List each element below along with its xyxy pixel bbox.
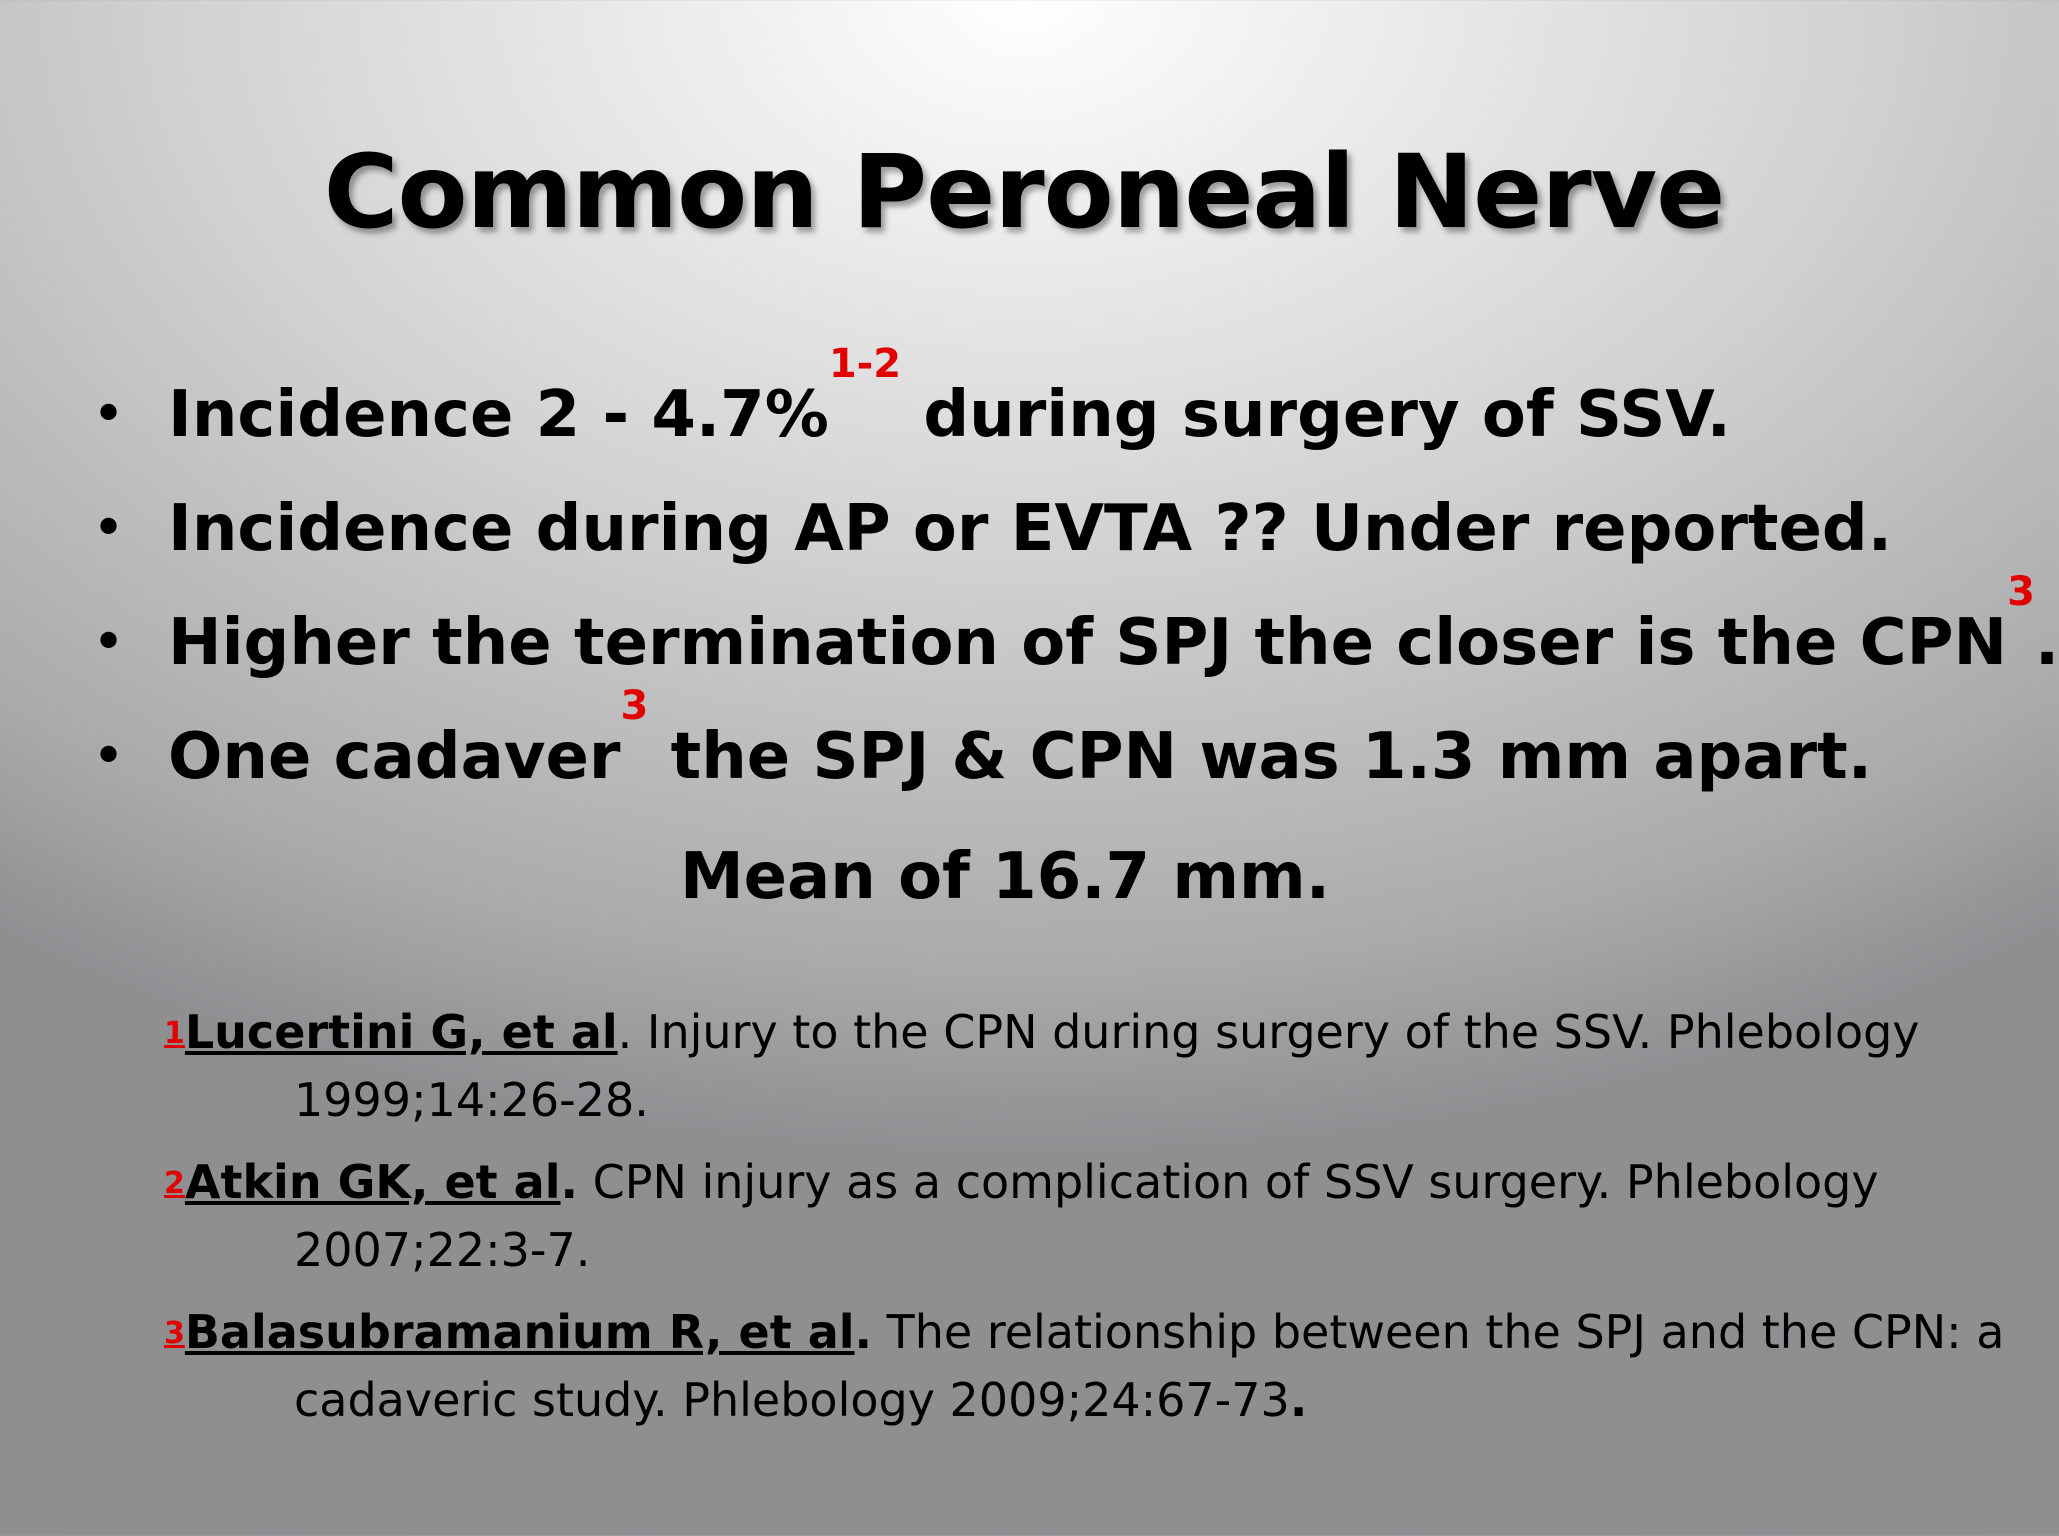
bullet-text-tail: .: [2034, 606, 2059, 680]
bullet-marker: •: [92, 610, 126, 675]
reference-text: CPN injury as a complication of SSV surgery. Phlebology 2007;22:3-7.: [294, 1155, 1879, 1277]
reference-end-period: .: [1289, 1373, 1308, 1427]
reference-item: [164, 1298, 2024, 1434]
reference-list: [164, 998, 2024, 1448]
reference-separator: .: [560, 1155, 578, 1209]
reference-separator: .: [617, 1005, 633, 1059]
bullet-text: Incidence 2 - 4.7%: [168, 378, 829, 452]
reference-text: Injury to the CPN during surgery of the SSV. Phlebology 1999;14:26-28.: [294, 1005, 1920, 1127]
reference-item: [164, 1148, 2024, 1284]
slide-title: Common Peroneal Nerve: [323, 133, 1725, 252]
reference-separator: .: [854, 1305, 873, 1359]
bullet-text: Higher the termination of SPJ the closer is the CPN: [168, 606, 2008, 680]
citation-marker: 3: [2007, 569, 2035, 615]
bullet-marker: •: [92, 382, 126, 447]
bullet-text-tail: during surgery of SSV.: [901, 378, 1731, 452]
bullet-list: [88, 341, 2059, 814]
bullet-marker: •: [92, 496, 126, 561]
reference-author: Balasubramanium R, et al: [184, 1305, 855, 1359]
mean-distance-line: Mean of 16.7 mm.: [679, 840, 1331, 914]
bullet-text: Incidence during AP or EVTA ?? Under reported.: [168, 492, 1893, 566]
bullet-marker: •: [92, 724, 126, 789]
bullet-item: [88, 569, 2059, 700]
reference-author: Atkin GK, et al: [184, 1155, 561, 1209]
reference-number: 1: [164, 1016, 185, 1051]
bullet-item: [88, 341, 2008, 472]
citation-marker: 3: [620, 683, 649, 729]
bullet-text: One cadaver: [168, 720, 621, 794]
citation-marker: 1-2: [828, 341, 902, 387]
bullet-item: [88, 472, 2008, 586]
reference-author: Lucertini G, et al: [184, 1005, 618, 1059]
reference-number: 3: [164, 1316, 185, 1351]
bullet-item: [88, 683, 2008, 814]
reference-number: 2: [164, 1166, 185, 1201]
bullet-text-tail: the SPJ & CPN was 1.3 mm apart.: [648, 720, 1872, 794]
reference-item: [164, 998, 2024, 1134]
reference-text: The relationship between the SPJ and the CPN: a cadaveric study. Phlebology 2009;24:67-73: [294, 1305, 2005, 1427]
